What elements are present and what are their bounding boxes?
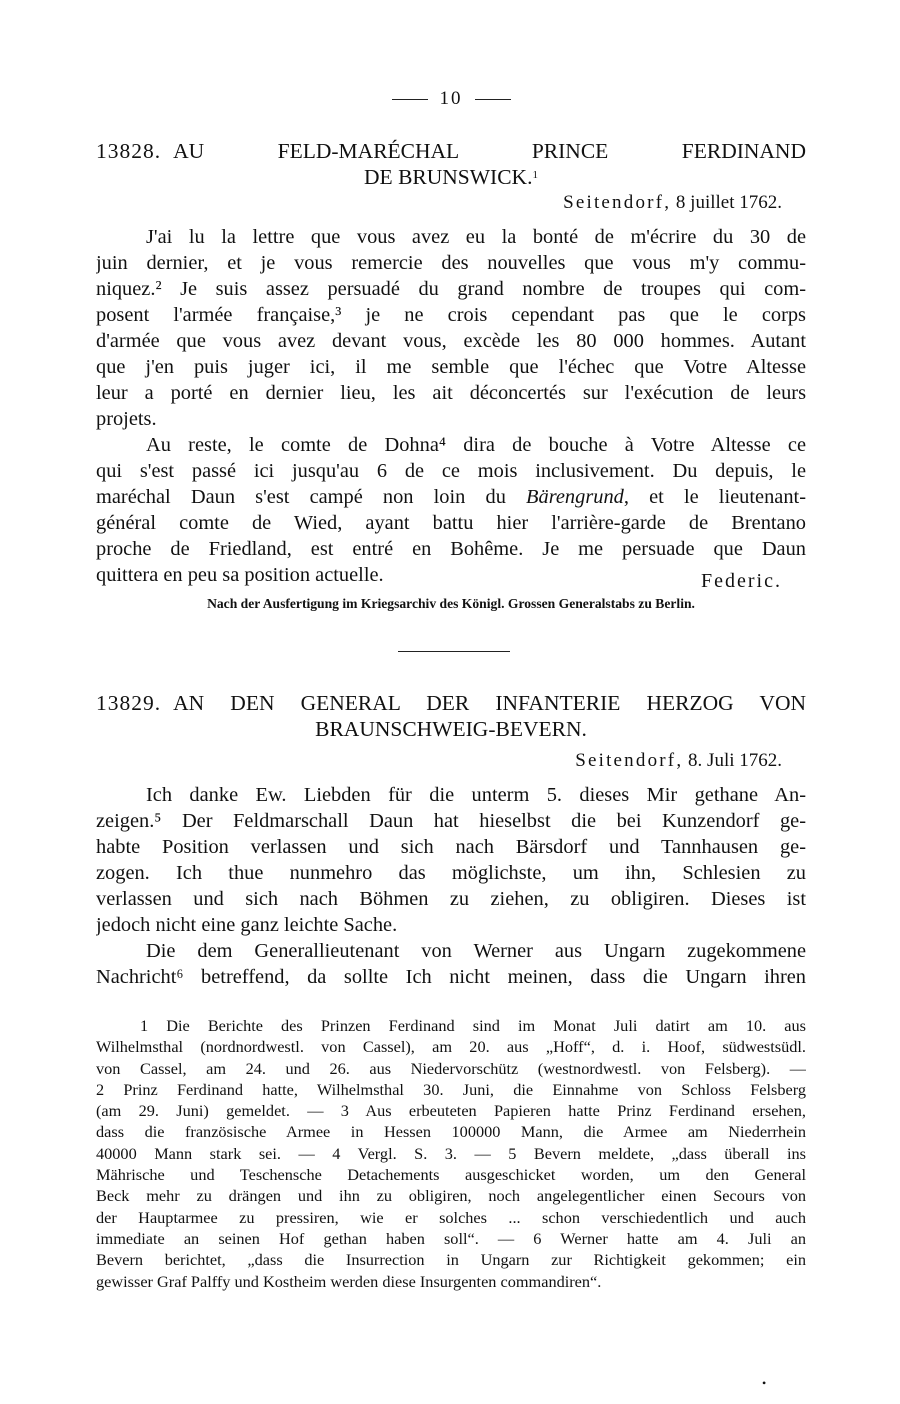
- section-divider: [398, 651, 510, 652]
- letter-13829-heading: [96, 690, 806, 742]
- page-number: 10: [439, 88, 463, 109]
- letter-13829-body: [96, 782, 806, 990]
- letter-13828-body: [96, 224, 806, 588]
- footnotes: [96, 1015, 806, 1292]
- text-line: proche de Friedland, est entré en Bohême. Je me persuade que Daun: [96, 538, 806, 560]
- letter-title-line2: BRAUNSCHWEIG-BEVERN.: [315, 717, 587, 741]
- paragraph: [96, 224, 806, 432]
- paragraph: [96, 938, 806, 990]
- header-rule-left: [392, 99, 428, 100]
- place: Seitendorf,: [575, 750, 684, 771]
- text-line: J'ai lu la lettre que vous avez eu la bonté de m'écrire du 30 de: [146, 226, 806, 248]
- footnote-marker: 1: [532, 169, 538, 181]
- text-fragment: , et le lieutenant-: [623, 486, 806, 508]
- text-line: habte Position verlassen und sich nach Bärsdorf und Tannhausen ge-: [96, 836, 806, 858]
- letter-13828-heading: [96, 138, 806, 190]
- footnote-line: der Hauptarmee zu pressiren, wie er solches ... schon verschiedentlich und auch: [96, 1207, 806, 1227]
- text-line: posent l'armée française,³ je ne crois cependant pas que le corps: [96, 304, 806, 326]
- footnote-line: Wilhelmsthal (nordnordwestl. von Cassel), am 20. aus „Hoff“, d. i. Hoof, südwestsüdl.: [96, 1037, 806, 1057]
- date: 8 juillet 1762.: [675, 192, 782, 213]
- place-name-italic: Bärengrund: [526, 486, 624, 508]
- paragraph: [96, 432, 806, 588]
- text-line: que j'en puis juger ici, il me semble que l'échec que Votre Altesse: [96, 356, 806, 378]
- footnote-line: Bevern berichtet, „dass die Insurrection in Ungarn zur Richtigkeit gekommen; ein: [96, 1250, 806, 1270]
- text-line: Au reste, le comte de Dohna⁴ dira de bouche à Votre Altesse ce: [146, 434, 806, 456]
- place: Seitendorf,: [563, 192, 672, 213]
- signature: Federic.: [701, 570, 782, 592]
- page-number-header: [96, 88, 806, 110]
- text-line: leur a porté en dernier lieu, les ait déconcertés sur l'exécution de leurs: [96, 382, 806, 404]
- footnote-line: (am 29. Juni) gemeldet. — 3 Aus erbeuteten Papieren hatte Prinz Ferdinand ersehen,: [96, 1101, 806, 1121]
- footnote-line: gewisser Graf Palffy und Kostheim werden diese Insurgenten commandiren“.: [96, 1271, 602, 1291]
- letter-title-line1: AN DEN GENERAL DER INFANTERIE HERZOG VON: [173, 691, 806, 715]
- text-line: projets.: [96, 408, 157, 430]
- footnote-line: Beck mehr zu drängen und ihn zu obligiren, noch angelegentlicher einen Secours von: [96, 1186, 806, 1206]
- footnote-line: Mährische und Teschensche Detachements ausgeschicket worden, um den General: [96, 1165, 806, 1185]
- letter-number: 13828.: [96, 139, 162, 163]
- text-line: juin dernier, et je vous remercie des nouvelles que vous m'y commu-: [96, 252, 806, 274]
- footnote-line: dass die französische Armee in Hessen 100000 Mann, die Armee am Niederrhein: [96, 1122, 806, 1142]
- letter-13828-place-date: [563, 192, 782, 214]
- source-note: Nach der Ausfertigung im Kriegsarchiv des Königl. Grossen Generalstabs zu Berlin.: [207, 596, 695, 611]
- paragraph: [96, 782, 806, 938]
- date: 8. Juli 1762.: [688, 750, 782, 771]
- printer-mark: •: [762, 1376, 767, 1390]
- text-line: quittera en peu sa position actuelle.: [96, 564, 384, 586]
- text-line: verlassen und sich nach Böhmen zu ziehen, zu obligiren. Dieses ist: [96, 888, 806, 910]
- text-line: Ich danke Ew. Liebden für die unterm 5. dieses Mir gethane An-: [146, 784, 806, 806]
- text-line: qui s'est passé ici jusqu'au 6 de ce mois inclusivement. Du depuis, le: [96, 460, 806, 482]
- letter-number: 13829.: [96, 691, 162, 715]
- text-line: Die dem Generallieutenant von Werner aus Ungarn zugekommene: [146, 940, 806, 962]
- text-fragment: maréchal Daun s'est campé non loin du: [96, 486, 527, 508]
- text-line: d'armée que vous avez devant vous, excède les 80 000 hommes. Autant: [96, 330, 806, 352]
- letter-title-line1: AU FELD-MARÉCHAL PRINCE FERDINAND: [173, 139, 806, 163]
- text-line-with-place: [96, 484, 806, 510]
- text-line: général comte de Wied, ayant battu hier l'arrière-garde de Brentano: [96, 512, 806, 534]
- text-line: zogen. Ich thue nunmehro das möglichste, um ihn, Schlesien zu: [96, 862, 806, 884]
- footnote-line: 1 Die Berichte des Prinzen Ferdinand sind im Monat Juli datirt am 10. aus: [140, 1016, 806, 1035]
- letter-title-line2: DE BRUNSWICK.: [364, 165, 533, 189]
- text-line: jedoch nicht eine ganz leichte Sache.: [96, 914, 398, 936]
- footnote-line: von Cassel, am 24. und 26. aus Niedervorschütz (westnordwestl. von Felsberg). —: [96, 1058, 806, 1078]
- header-rule-right: [475, 99, 511, 100]
- letter-13829-place-date: [575, 750, 782, 772]
- text-line: Nachricht⁶ betreffend, da sollte Ich nicht meinen, dass die Ungarn ihren: [96, 966, 806, 988]
- text-line: zeigen.⁵ Der Feldmarschall Daun hat hieselbst die bei Kunzendorf ge-: [96, 810, 806, 832]
- footnote-line: 40000 Mann stark sei. — 4 Vergl. S. 3. — 5 Bevern meldete, „dass überall ins: [96, 1143, 806, 1163]
- footnote-line: immediate an seinen Hof gethan haben soll“. — 6 Werner hatte am 4. Juli an: [96, 1228, 806, 1248]
- text-line: niquez.² Je suis assez persuadé du grand nombre de troupes qui com-: [96, 278, 806, 300]
- footnote-line: 2 Prinz Ferdinand hatte, Wilhelmsthal 30. Juni, die Einnahme von Schloss Felsberg: [96, 1079, 806, 1099]
